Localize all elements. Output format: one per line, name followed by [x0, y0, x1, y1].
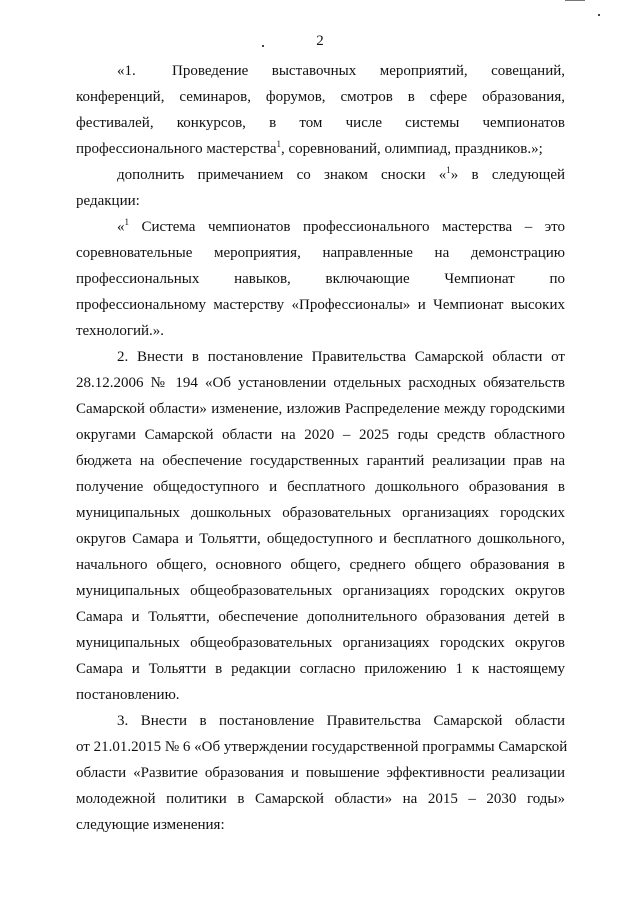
footnote-marker: 1	[446, 165, 451, 175]
footnote-marker: 1	[276, 139, 281, 149]
paragraph-line: 2. Внести в постановление Правительства Самарской области от	[117, 349, 565, 365]
page-number: 2	[316, 33, 324, 49]
line-text: , соревнований, олимпиад, праздников.»;	[281, 141, 543, 157]
line-text: Система чемпионатов профессионального мастерства – это	[129, 219, 565, 235]
paragraph-line	[76, 140, 565, 158]
paragraph-line: Самара и Тольятти в редакции согласно приложению 1 к настоящему	[76, 661, 565, 677]
paragraph-line: Проведение выставочных мероприятий, совещаний,	[172, 63, 565, 79]
paragraph-line: Самара и Тольятти, обеспечение дополнительного образования детей в	[76, 609, 565, 625]
scan-mark	[598, 14, 600, 16]
paragraph-line: муниципальных общеобразовательных организациях городских округов	[76, 635, 565, 651]
paragraph-line	[117, 218, 565, 236]
paragraph-line: конференций, семинаров, форумов, смотров в сфере образования,	[76, 89, 565, 105]
paragraph-line: округами Самарской области на 2020 – 2025 годы средств областного	[76, 427, 565, 443]
paragraph-line: Самарской области» изменение, изложив Распределение между городскими	[76, 401, 565, 417]
paragraph-line: округов Самара и Тольятти, общедоступного и бесплатного дошкольного,	[76, 531, 565, 547]
paragraph-line: профессиональному мастерству «Профессионалы» и Чемпионат высоких	[76, 297, 565, 313]
item-number: «1.	[117, 63, 136, 79]
paragraph-line: 28.12.2006 № 194 «Об установлении отдельных расходных обязательств	[76, 375, 565, 391]
paragraph-line: получение общедоступного и бесплатного дошкольного образования в	[76, 479, 565, 495]
paragraph-line: постановлению.	[76, 687, 180, 703]
line-text: дополнить примечанием со знаком сноски «	[117, 167, 447, 183]
paragraph-line: молодежной политики в Самарской области» на 2015 – 2030 годы»	[76, 791, 565, 807]
paragraph-line: муниципальных дошкольных образовательных организациях городских	[76, 505, 565, 521]
paragraph-line: фестивалей, конкурсов, в том числе системы чемпионатов	[76, 115, 565, 131]
paragraph-line: технологий.».	[76, 323, 165, 339]
paragraph-line	[117, 166, 565, 184]
paragraph-line: профессиональных навыков, включающие Чемпионат по	[76, 271, 565, 287]
paragraph-line: редакции:	[76, 193, 140, 209]
line-text: » в следующей	[450, 167, 566, 183]
scan-mark	[565, 0, 585, 1]
paragraph-line: 3. Внести в постановление Правительства Самарской области	[117, 713, 565, 729]
footnote-marker: 1	[124, 217, 129, 227]
line-text: «	[117, 219, 125, 235]
paragraph-line: области «Развитие образования и повышение эффективности реализации	[76, 765, 565, 781]
line-text: профессионального мастерства	[76, 141, 277, 157]
paragraph-line: начального общего, основного общего, среднего общего образования в	[76, 557, 565, 573]
paragraph-line: муниципальных общеобразовательных организациях городских округов	[76, 583, 565, 599]
paragraph-line: соревновательные мероприятия, направленные на демонстрацию	[76, 245, 565, 261]
paragraph-line: от 21.01.2015 № 6 «Об утверждении государственной программы Самарской	[76, 739, 568, 755]
paragraph-line: следующие изменения:	[76, 817, 225, 833]
paragraph-line: бюджета на обеспечение государственных гарантий реализации прав на	[76, 453, 565, 469]
